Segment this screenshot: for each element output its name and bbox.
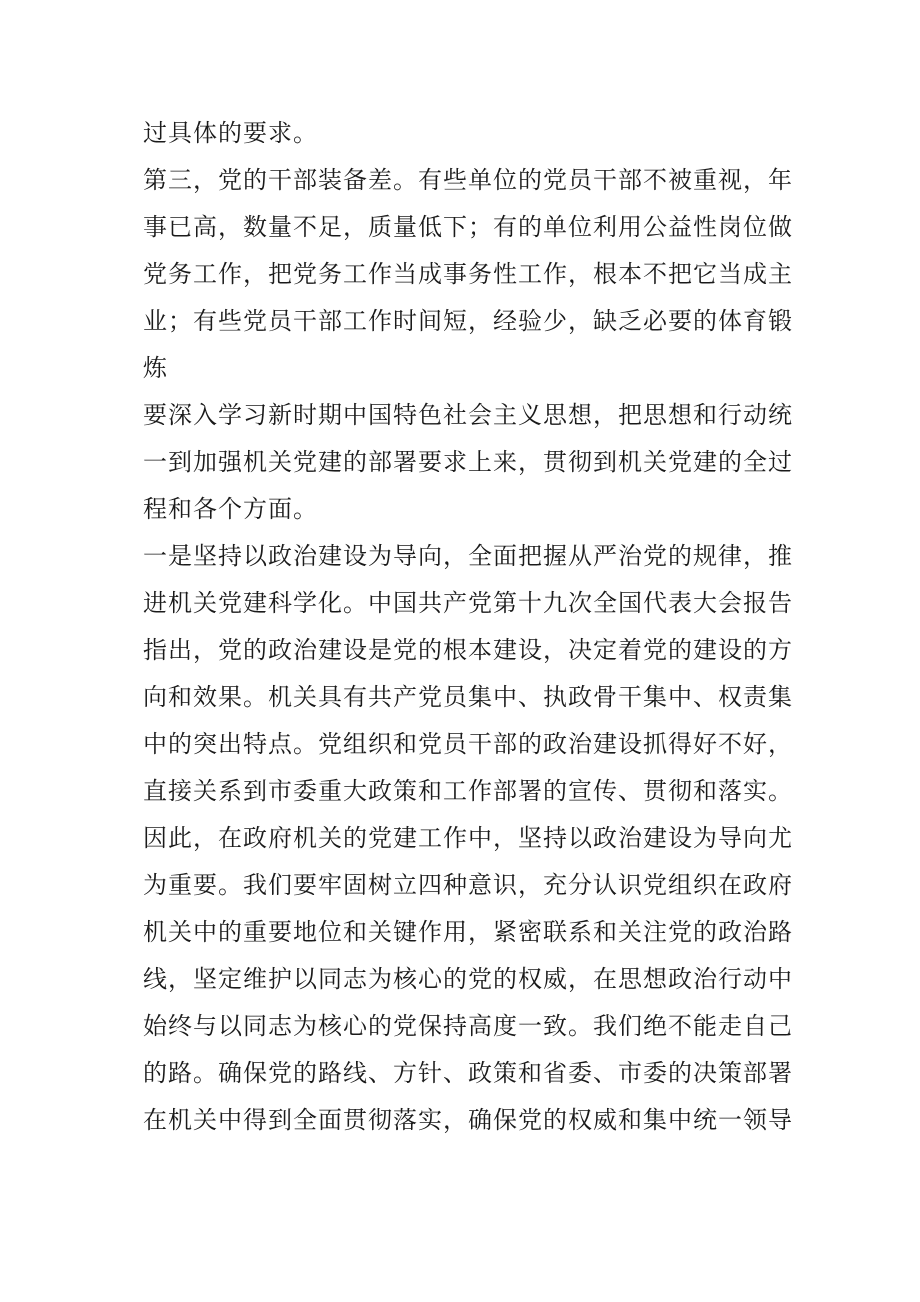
text-line: 第三，党的干部装备差。有些单位的党员干部不被重视，年 bbox=[143, 166, 793, 194]
text-line: 过具体的要求。 bbox=[143, 119, 318, 147]
text-line: 直接关系到市委重大政策和工作部署的宣传、贯彻和落实。 bbox=[143, 777, 793, 805]
text-line: 机关中的重要地位和关键作用，紧密联系和关注党的政治路 bbox=[143, 918, 793, 946]
text-line: 一到加强机关党建的部署要求上来，贯彻到机关党建的全过 bbox=[143, 448, 793, 476]
text-line: 线，坚定维护以同志为核心的党的权威，在思想政治行动中 bbox=[143, 965, 793, 993]
text-line: 始终与以同志为核心的党保持高度一致。我们绝不能走自己 bbox=[143, 1012, 793, 1040]
document-body bbox=[143, 110, 803, 1144]
text-line: 在机关中得到全面贯彻落实，确保党的权威和集中统一领导 bbox=[143, 1106, 793, 1134]
text-line: 向和效果。机关具有共产党员集中、执政骨干集中、权责集 bbox=[143, 683, 793, 711]
text-line: 事已高，数量不足，质量低下；有的单位利用公益性岗位做 bbox=[143, 213, 793, 241]
text-line: 程和各个方面。 bbox=[143, 495, 318, 523]
text-line: 因此，在政府机关的党建工作中，坚持以政治建设为导向尤 bbox=[143, 824, 793, 852]
text-line: 的路。确保党的路线、方针、政策和省委、市委的决策部署 bbox=[143, 1059, 793, 1087]
text-line: 为重要。我们要牢固树立四种意识，充分认识党组织在政府 bbox=[143, 871, 793, 899]
text-line: 指出，党的政治建设是党的根本建设，决定着党的建设的方 bbox=[143, 636, 793, 664]
text-line: 中的突出特点。党组织和党员干部的政治建设抓得好不好， bbox=[143, 730, 793, 758]
text-line: 要深入学习新时期中国特色社会主义思想，把思想和行动统 bbox=[143, 401, 793, 429]
text-line: 党务工作，把党务工作当成事务性工作，根本不把它当成主 bbox=[143, 260, 793, 288]
text-line: 炼 bbox=[143, 354, 168, 382]
text-line: 业；有些党员干部工作时间短，经验少，缺乏必要的体育锻 bbox=[143, 307, 793, 335]
text-line: 进机关党建科学化。中国共产党第十九次全国代表大会报告 bbox=[143, 589, 793, 617]
text-line: 一是坚持以政治建设为导向，全面把握从严治党的规律，推 bbox=[143, 542, 793, 570]
